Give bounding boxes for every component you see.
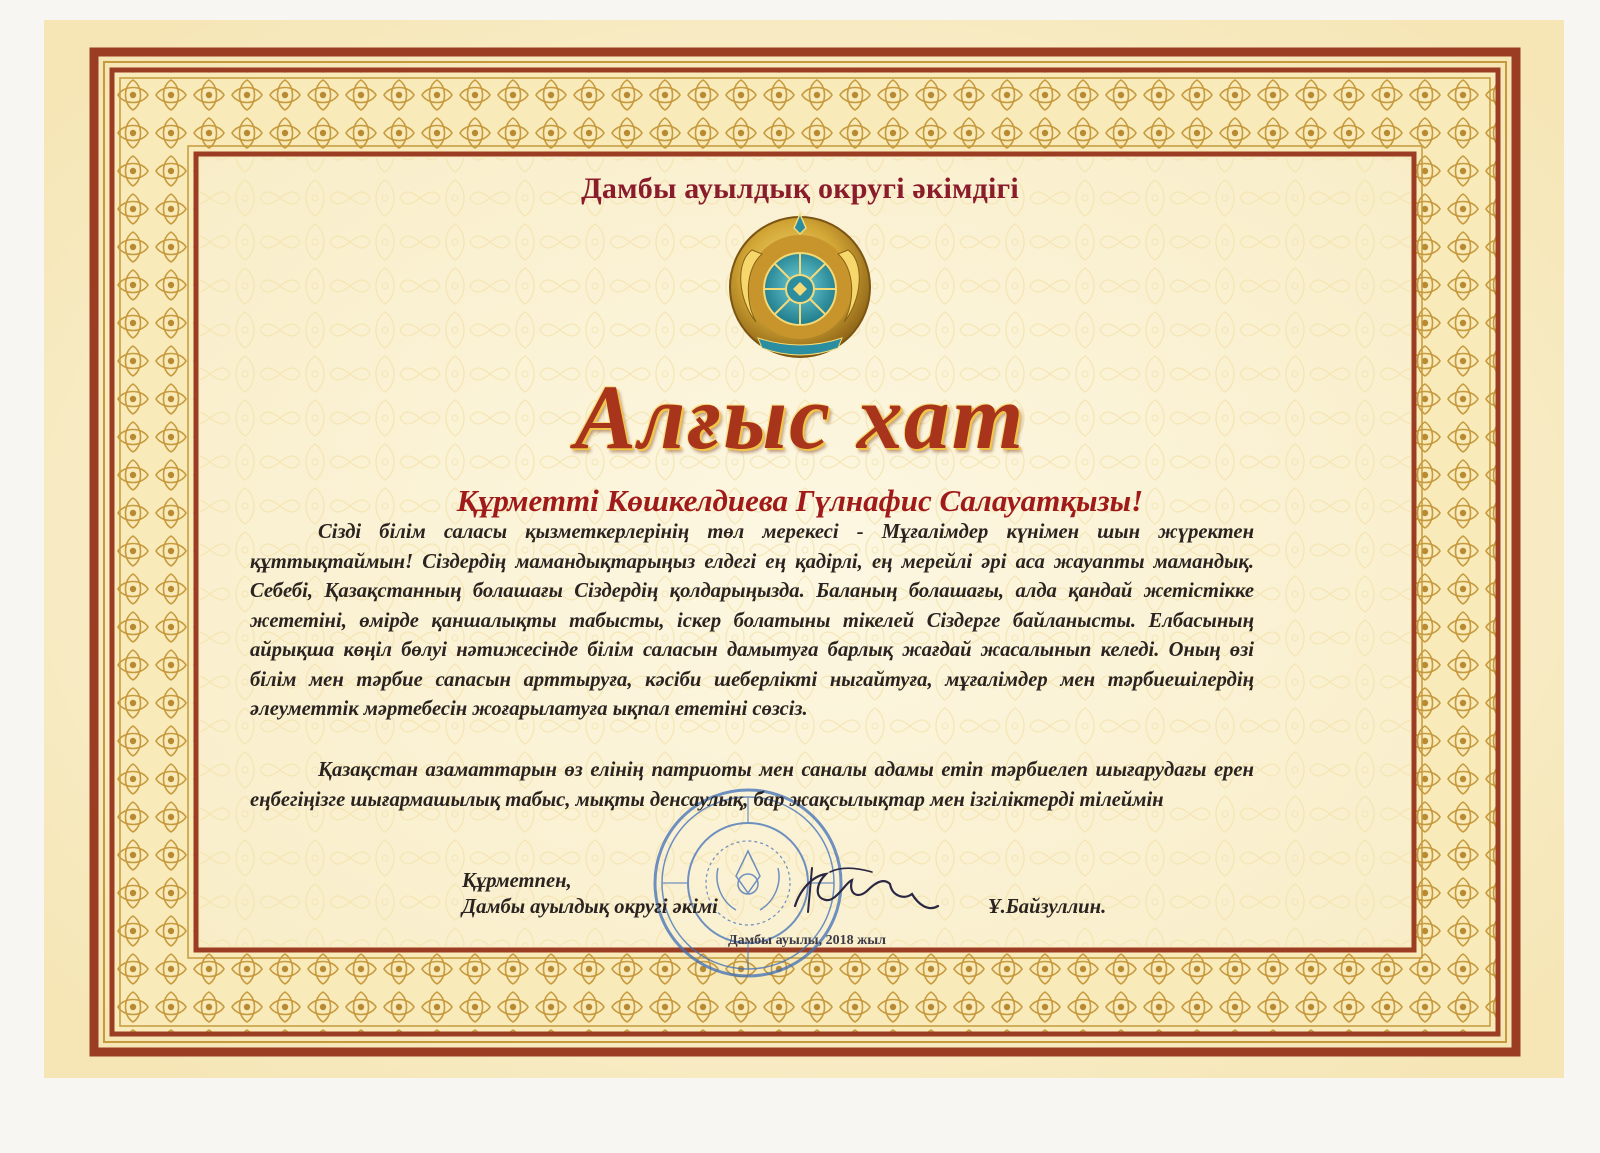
signer-title: Дамбы ауылдық округі әкімі [462, 896, 718, 918]
body-paragraph-1: Сізді білім саласы қызметкерлерінің төл мерекесі - Мұғалімдер күнімен шын жүректен құттықтаймын! Сіздердің мамандықтарыңыз елдегі ең қадірлі, ең мерейлі әрі аса жауапты мамандық. Себебі, Қазақстанның болашағы Сіздердің қолдарыңызда. Баланың болашағы, алда қандай жетістікке жететіні, өмірде қаншалықты табысты, іскер болатыны тікелей Сіздерге байланысты. Елбасының айрықша көңіл бөлуі нәтижесінде білім саласын дамытуға барлық жағдай жасалынып келеді. Оның өзі білім мен тәрбие сапасын арттыруға, кәсіби шеберлікті ныгайтуға, мұғалімдер мен тәрбиешілердің әлеуметтік мәртебесін жоғарылатуға ықпал ететіні сөзсіз. [250, 521, 1254, 720]
salutation: Құрметті Көшкелдиева Гүлнафис Салауатқызы! [456, 483, 1144, 518]
stamp-place-date: Дамбы ауылы, 2018 жыл [728, 933, 887, 948]
body-paragraph-2: Қазақстан азаматтарын өз елінің патриоты мен саналы адамы етіп тәрбиелеп шығарудағы ерен еңбегіңізге шығармашылық табыс, мықты денсаулық, бар жақсылықтар мен ізгіліктерді тілеймін [250, 759, 1254, 811]
document-title: Алғыс хат [574, 366, 1026, 468]
closing-phrase: Құрметпен, [462, 870, 572, 892]
signer-name: Ұ.Байзуллин. [988, 896, 1107, 918]
issuer-heading: Дамбы ауылдық округі әкімдігі [581, 172, 1019, 205]
